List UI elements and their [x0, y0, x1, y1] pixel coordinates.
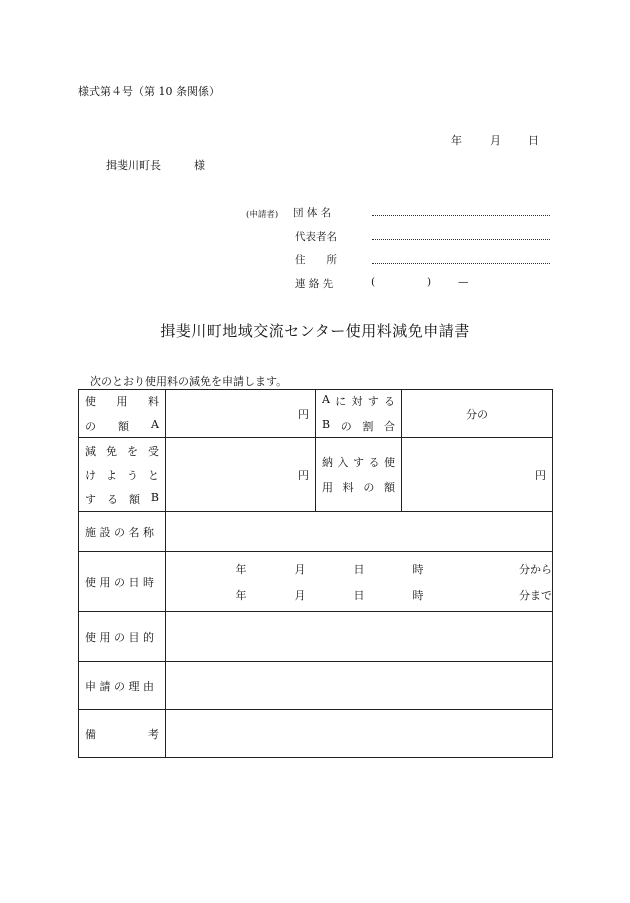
remarks-label: 備 考: [79, 710, 166, 758]
representative-field[interactable]: [372, 239, 550, 240]
pay-amount-cell[interactable]: [402, 438, 553, 512]
reason-label: 申 請 の 理 由: [79, 662, 166, 710]
date-year-label: 年: [451, 134, 462, 147]
representative-label: 代表者名: [295, 231, 337, 243]
contact-dash: —: [458, 276, 469, 288]
fee-amount-cell[interactable]: [166, 390, 316, 438]
datetime-cell[interactable]: [166, 552, 553, 612]
contact-paren-open: (: [371, 276, 376, 288]
purpose-cell[interactable]: [166, 612, 553, 662]
datetime-to: 年 月 日 時 分まで: [235, 588, 552, 602]
exempt-row: [79, 438, 553, 512]
facility-name-cell[interactable]: [166, 512, 553, 552]
form-number: 様式第４号（第 10 条関係）: [78, 85, 220, 98]
exempt-amount-cell[interactable]: [166, 438, 316, 512]
remarks-row: [79, 710, 553, 758]
address-label: 住 所: [295, 254, 337, 266]
application-table: [78, 389, 553, 758]
datetime-row: [79, 552, 553, 612]
date-day-label: 日: [528, 134, 539, 147]
yen-unit: 円: [298, 468, 309, 482]
intro-text: 次のとおり使用料の減免を申請します。: [90, 375, 288, 388]
purpose-label: 使 用 の 目 的: [79, 612, 166, 662]
address-field[interactable]: [372, 263, 550, 264]
group-name-field[interactable]: [372, 215, 550, 216]
yen-unit: 円: [298, 407, 309, 421]
contact-paren-close: ): [427, 276, 432, 288]
remarks-cell[interactable]: [166, 710, 553, 758]
facility-row: [79, 512, 553, 552]
addressee: 揖斐川町長 様: [106, 159, 205, 172]
pay-amount-label: 納 入 す る 使 用 料 の 額: [316, 438, 402, 512]
yen-unit: 円: [535, 468, 546, 482]
applicant-prefix: (申請者): [246, 210, 279, 220]
document-title: 揖斐川町地域交流センター使用料減免申請書: [160, 322, 470, 340]
date-month-label: 月: [490, 134, 501, 147]
exempt-amount-label: 減 免 を 受 け よ う と す る 額 B: [79, 438, 166, 512]
facility-name-label: 施 設 の 名 称: [79, 512, 166, 552]
ratio-value: 分の: [466, 407, 488, 421]
fee-amount-label: 使 用 料 の 額 A: [79, 390, 166, 438]
datetime-from: 年 月 日 時 分から: [235, 562, 552, 576]
reason-row: [79, 662, 553, 710]
fee-row: [79, 390, 553, 438]
ratio-label: A に 対 す る B の 割 合: [316, 390, 402, 438]
ratio-cell[interactable]: [402, 390, 553, 438]
purpose-row: [79, 612, 553, 662]
contact-label: 連 絡 先: [295, 278, 334, 290]
group-name-label: 団 体 名: [293, 207, 332, 219]
datetime-label: 使 用 の 日 時: [79, 552, 166, 612]
reason-cell[interactable]: [166, 662, 553, 710]
